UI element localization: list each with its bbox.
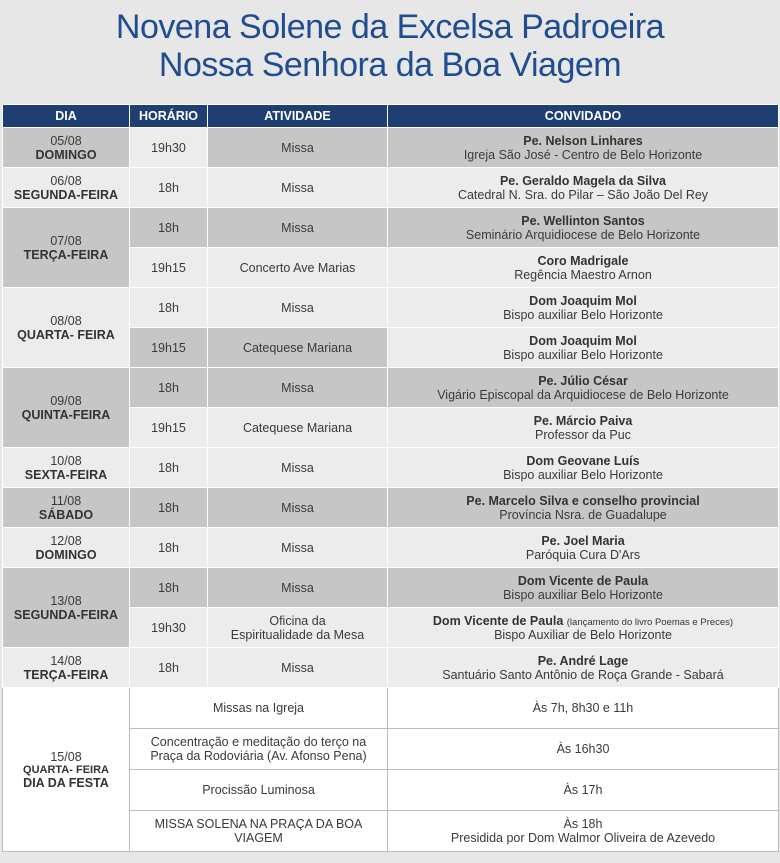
guest-cell: Pe. Júlio César Vigário Episcopal da Arquidiocese de Belo Horizonte bbox=[388, 368, 779, 408]
activity-cell: Missa bbox=[208, 288, 388, 328]
festival-info: Às 7h, 8h30 e 11h bbox=[388, 688, 779, 729]
guest-cell: Coro Madrigale Regência Maestro Arnon bbox=[388, 248, 779, 288]
time-cell: 18h bbox=[130, 488, 208, 528]
guest-cell: Dom Geovane Luís Bispo auxiliar Belo Horizonte bbox=[388, 448, 779, 488]
guest-cell: Dom Vicente de Paula (lançamento do livro Poemas e Preces) Bispo Auxiliar de Belo Horizonte bbox=[388, 608, 779, 648]
table-row bbox=[3, 288, 779, 328]
guest-cell: Pe. Geraldo Magela da Silva Catedral N. Sra. do Pilar – São João Del Rey bbox=[388, 168, 779, 208]
day-cell: 08/08 QUARTA- FEIRA bbox=[3, 288, 130, 368]
time-cell: 18h bbox=[130, 568, 208, 608]
title-line-2: Nossa Senhora da Boa Viagem bbox=[158, 46, 622, 84]
day-cell: 06/08 SEGUNDA-FEIRA bbox=[3, 168, 130, 208]
day-cell: 11/08 SÁBADO bbox=[3, 488, 130, 528]
guest-cell: Pe. Wellinton Santos Seminário Arquidiocese de Belo Horizonte bbox=[388, 208, 779, 248]
table-row bbox=[3, 488, 779, 528]
activity-cell: Concerto Ave Marias bbox=[208, 248, 388, 288]
time-cell: 18h bbox=[130, 368, 208, 408]
header-dia: DIA bbox=[3, 105, 130, 128]
day-cell: 15/08 QUARTA- FEIRA DIA DA FESTA bbox=[3, 688, 130, 852]
guest-cell: Pe. Joel Maria Paróquia Cura D'Ars bbox=[388, 528, 779, 568]
table-row bbox=[3, 128, 779, 168]
guest-cell: Pe. Marcelo Silva e conselho provincial Província Nsra. de Guadalupe bbox=[388, 488, 779, 528]
time-cell: 18h bbox=[130, 648, 208, 688]
activity-cell: Missa bbox=[208, 568, 388, 608]
guest-cell: Pe. André Lage Santuário Santo Antônio de Roça Grande - Sabará bbox=[388, 648, 779, 688]
guest-cell: Pe. Nelson Linhares Igreja São José - Centro de Belo Horizonte bbox=[388, 128, 779, 168]
activity-cell: Missa bbox=[208, 368, 388, 408]
day-cell: 07/08 TERÇA-FEIRA bbox=[3, 208, 130, 288]
header-atividade: ATIVIDADE bbox=[208, 105, 388, 128]
title-line-1: Novena Solene da Excelsa Padroeira bbox=[115, 8, 665, 46]
activity-cell: Missa bbox=[208, 208, 388, 248]
activity-cell: Missa bbox=[208, 168, 388, 208]
activity-cell: Missa bbox=[208, 128, 388, 168]
activity-cell: Oficina da Espiritualidade da Mesa bbox=[208, 608, 388, 648]
time-cell: 19h15 bbox=[130, 328, 208, 368]
table-row bbox=[3, 568, 779, 608]
day-cell: 13/08 SEGUNDA-FEIRA bbox=[3, 568, 130, 648]
page-title bbox=[0, 8, 780, 84]
table-row bbox=[3, 528, 779, 568]
table-row bbox=[3, 648, 779, 688]
time-cell: 18h bbox=[130, 168, 208, 208]
schedule-table bbox=[2, 104, 779, 852]
festival-activity: Missas na Igreja bbox=[130, 688, 388, 729]
festival-info: Às 17h bbox=[388, 770, 779, 811]
day-cell: 10/08 SEXTA-FEIRA bbox=[3, 448, 130, 488]
time-cell: 19h15 bbox=[130, 248, 208, 288]
activity-cell: Catequese Mariana bbox=[208, 328, 388, 368]
table-row bbox=[3, 448, 779, 488]
header-convidado: CONVIDADO bbox=[388, 105, 779, 128]
day-cell: 05/08 DOMINGO bbox=[3, 128, 130, 168]
time-cell: 19h30 bbox=[130, 608, 208, 648]
day-cell: 14/08 TERÇA-FEIRA bbox=[3, 648, 130, 688]
time-cell: 18h bbox=[130, 208, 208, 248]
guest-cell: Dom Vicente de Paula Bispo auxiliar Belo Horizonte bbox=[388, 568, 779, 608]
guest-cell: Pe. Márcio Paiva Professor da Puc bbox=[388, 408, 779, 448]
activity-cell: Missa bbox=[208, 528, 388, 568]
time-cell: 18h bbox=[130, 288, 208, 328]
activity-cell: Missa bbox=[208, 648, 388, 688]
festival-info: Às 18h Presidida por Dom Walmor Oliveira de Azevedo bbox=[388, 811, 779, 852]
festival-activity: Procissão Luminosa bbox=[130, 770, 388, 811]
table-row bbox=[3, 168, 779, 208]
time-cell: 19h15 bbox=[130, 408, 208, 448]
day-cell: 12/08 DOMINGO bbox=[3, 528, 130, 568]
activity-cell: Missa bbox=[208, 488, 388, 528]
festival-info: Às 16h30 bbox=[388, 729, 779, 770]
activity-cell: Missa bbox=[208, 448, 388, 488]
festival-activity: Concentração e meditação do terço na Praça da Rodoviária (Av. Afonso Pena) bbox=[130, 729, 388, 770]
day-cell: 09/08 QUINTA-FEIRA bbox=[3, 368, 130, 448]
table-row bbox=[3, 368, 779, 408]
time-cell: 18h bbox=[130, 528, 208, 568]
header-horario: HORÁRIO bbox=[130, 105, 208, 128]
guest-cell: Dom Joaquim Mol Bispo auxiliar Belo Horizonte bbox=[388, 328, 779, 368]
table-row bbox=[3, 208, 779, 248]
guest-cell: Dom Joaquim Mol Bispo auxiliar Belo Horizonte bbox=[388, 288, 779, 328]
table-row bbox=[3, 688, 779, 729]
activity-cell: Catequese Mariana bbox=[208, 408, 388, 448]
header-row bbox=[3, 105, 779, 128]
festival-activity: MISSA SOLENA NA PRAÇA DA BOA VIAGEM bbox=[130, 811, 388, 852]
time-cell: 18h bbox=[130, 448, 208, 488]
time-cell: 19h30 bbox=[130, 128, 208, 168]
